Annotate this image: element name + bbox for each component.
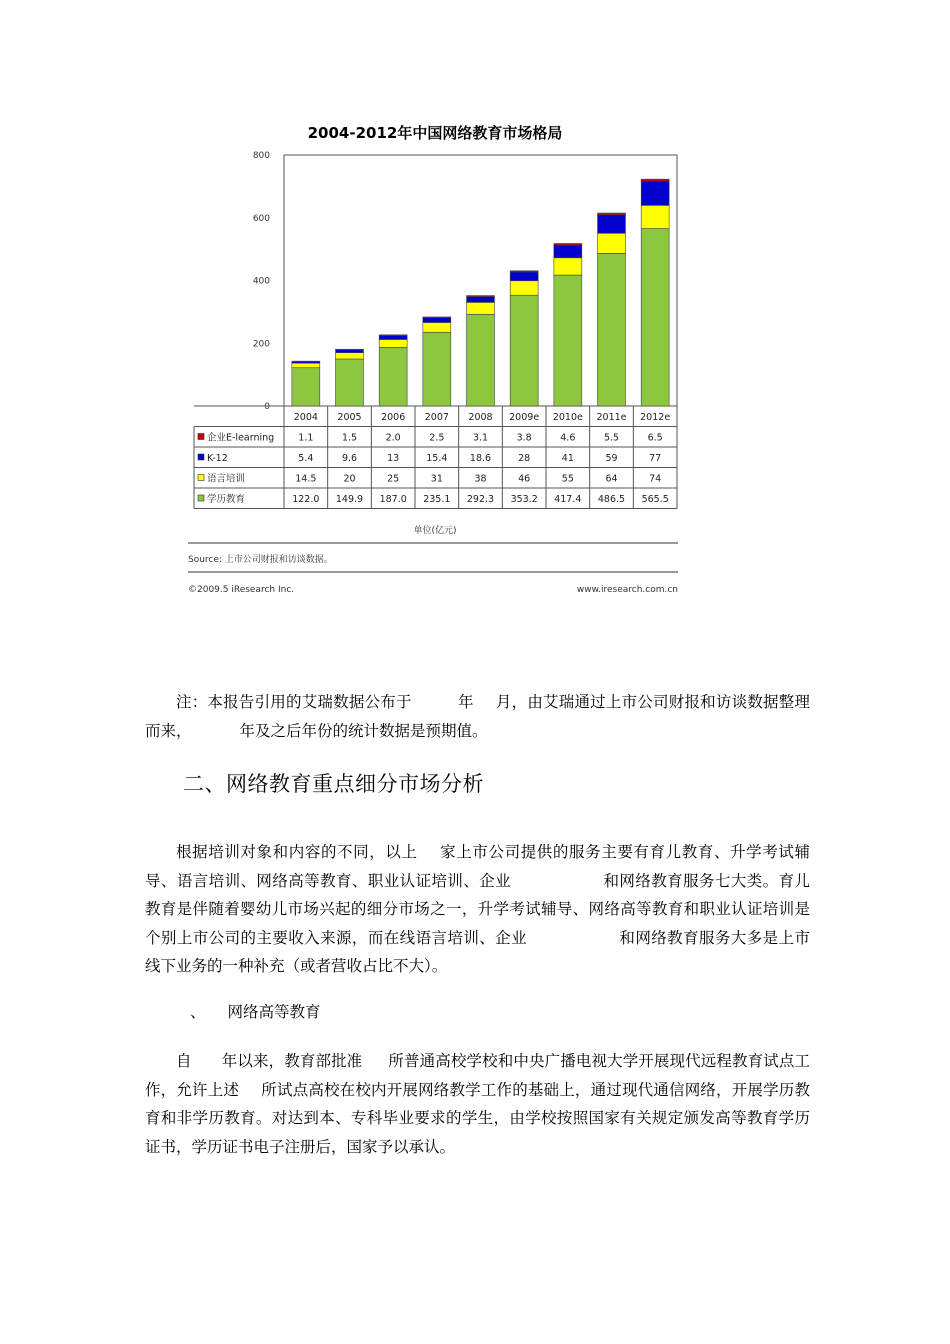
para1-text-4: 和网络教育服务大多是上市线下业务的一种补充（或者营收占比不大）。 (145, 928, 810, 975)
data-table-cell: 187.0 (379, 494, 407, 505)
bar-segment (641, 181, 669, 205)
legend-label: K-12 (207, 453, 228, 464)
website-note: www.iresearch.com.cn (576, 585, 678, 595)
y-tick-label: 600 (252, 213, 270, 224)
bar-segment (423, 332, 451, 406)
y-tick-label: 0 (264, 402, 270, 412)
data-table-cell: 3.8 (516, 432, 532, 444)
data-table-cell: 417.4 (554, 494, 582, 505)
para2-text-2: 年以来，教育部批准 (221, 1052, 363, 1070)
bar-segment (292, 368, 320, 406)
bar-segment (641, 229, 669, 406)
data-table-cell: 565.5 (641, 494, 669, 505)
bar-segment (598, 215, 626, 234)
x-tick-label: 2009e (509, 412, 540, 423)
unit-label: 单位(亿元) (413, 526, 457, 536)
y-tick-label: 200 (252, 339, 270, 350)
data-table-cell: 55 (561, 473, 574, 485)
bar-segment (379, 347, 407, 406)
data-table-cell: 18.6 (469, 453, 492, 464)
data-table-cell: 13 (387, 453, 400, 464)
x-tick-label: 2012e (640, 412, 671, 423)
para1-text-2: 家上市公司提供的服务主要有育儿教育、升学考试辅导、语言培训、网络高等教育、职业认证培训、企业 (145, 843, 810, 890)
para1-text-1: 根据培训对象和内容的不同，以上 (176, 843, 418, 861)
data-table-cell: 2.5 (429, 432, 445, 444)
x-tick-label: 2008 (468, 412, 493, 423)
data-table-cell: 2.0 (385, 432, 401, 444)
para1-text-3: 和网络教育服务七大类。育儿教育是伴随着婴幼儿市场兴起的细分市场之一，升学考试辅导、网络高等教育和职业认证培训是个别上市公司的主要收入来源，而在线语言培训、企业 (145, 871, 810, 947)
bar-segment (379, 335, 407, 339)
source-note: Source: 上市公司财报和访谈数据。 (188, 555, 333, 565)
data-table-cell: 122.0 (292, 494, 320, 505)
data-table-cell: 3.1 (472, 432, 489, 444)
bar-segment (467, 302, 495, 314)
bar-segment (510, 281, 538, 295)
legend-label: 学历教育 (207, 494, 246, 505)
bar-segment (423, 317, 451, 318)
bar-segment (336, 350, 364, 353)
bar-segment (510, 272, 538, 281)
data-table-cell: 353.2 (510, 494, 538, 505)
sub-heading-label: 网络高等教育 (227, 1003, 321, 1021)
y-tick-label: 800 (252, 151, 270, 161)
note-text-2: 年 (457, 693, 474, 711)
data-table-cell: 38 (474, 473, 487, 485)
data-table-cell: 46 (518, 473, 531, 485)
y-tick-label: 400 (252, 276, 270, 287)
legend-swatch (198, 454, 204, 460)
data-table-cell: 1.5 (341, 432, 358, 444)
legend-swatch (198, 475, 204, 481)
data-table-cell: 41 (561, 453, 574, 464)
x-tick-label: 2006 (381, 412, 406, 423)
segment-intro-paragraph (145, 838, 810, 981)
bar-segment (379, 339, 407, 347)
bar-segment (467, 314, 495, 406)
x-tick-label: 2004 (293, 412, 318, 423)
x-tick-label: 2011e (596, 412, 627, 423)
bar-segment (598, 213, 626, 215)
bar-segment (554, 245, 582, 258)
data-table-cell: 4.6 (560, 432, 576, 444)
data-table-cell: 292.3 (466, 494, 495, 505)
market-chart-figure (180, 110, 690, 610)
data-table-cell: 15.4 (426, 453, 448, 464)
bar-segment (379, 335, 407, 336)
data-table-cell: 31 (430, 473, 443, 485)
para2-text-4: 所试点高校在校内开展网络教学工作的基础上，通过现代通信网络，开展学历教育和非学历教育。对达到本、专科毕业要求的学生，由学校按照国家有关规定颁发高等教育学历证书，学历证书电子注册后，国家予以承认。 (145, 1080, 810, 1156)
note-text-4: 年及之后年份的统计数据是预期值。 (239, 721, 488, 740)
bar-segment (467, 296, 495, 297)
bar-segment (554, 275, 582, 406)
section-heading: 二、网络教育重点细分市场分析 (183, 772, 484, 796)
data-table-cell: 20 (343, 473, 356, 485)
data-table-cell: 9.6 (341, 453, 358, 464)
note-text-3: 月，由艾瑞通过上市公司财报和访谈数据整理而来， (145, 693, 810, 740)
data-table-cell: 235.1 (423, 494, 451, 505)
para2-text-1: 自 (176, 1052, 192, 1070)
data-table-cell: 149.9 (335, 494, 364, 505)
data-table-cell: 486.5 (597, 494, 626, 505)
bar-segment (292, 363, 320, 368)
bar-segment (423, 318, 451, 323)
market-chart (180, 110, 690, 610)
bar-segment (641, 179, 669, 181)
note-text-1: 注：本报告引用的艾瑞数据公布于 (176, 693, 412, 711)
x-tick-label: 2007 (424, 412, 449, 423)
legend-label: 语言培训 (207, 473, 246, 485)
note-paragraph (145, 688, 810, 745)
bar-segment (598, 233, 626, 253)
bar-segment (554, 258, 582, 275)
data-table-cell: 28 (518, 453, 531, 464)
legend-swatch (198, 495, 204, 501)
bar-segment (554, 243, 582, 244)
bar-segment (598, 253, 626, 406)
data-table-cell: 5.5 (603, 432, 620, 444)
legend-label: 企业E-learning (207, 432, 275, 444)
data-table-cell: 25 (387, 473, 400, 485)
bar-segment (423, 323, 451, 333)
data-table-cell: 59 (605, 453, 618, 464)
data-table-cell: 14.5 (295, 473, 317, 485)
bar-segment (336, 353, 364, 359)
data-table-cell: 74 (649, 473, 662, 485)
data-table-cell: 64 (605, 473, 618, 485)
x-tick-label: 2010e (552, 412, 583, 423)
data-table-cell: 1.1 (298, 432, 314, 444)
legend-swatch (198, 434, 204, 440)
chart-title: 2004-2012年中国网络教育市场格局 (307, 124, 563, 142)
data-table-cell: 5.4 (298, 453, 314, 464)
x-tick-label: 2005 (337, 412, 362, 423)
bar-segment (641, 205, 669, 228)
para2-text-3: 所普通高校学校和中央广播电视大学开展现代远程教育试点工作，允许上述 (145, 1052, 810, 1099)
higher-education-paragraph (145, 1047, 810, 1161)
bar-segment (336, 359, 364, 406)
data-table-cell: 6.5 (647, 432, 663, 444)
copyright-note: ©2009.5 iResearch Inc. (188, 585, 295, 595)
sub-heading-separator: 、 (190, 1003, 206, 1021)
data-table-cell: 77 (649, 453, 662, 464)
bar-segment (510, 295, 538, 406)
sub-heading (190, 1000, 321, 1022)
bar-segment (510, 271, 538, 272)
bar-segment (467, 297, 495, 303)
